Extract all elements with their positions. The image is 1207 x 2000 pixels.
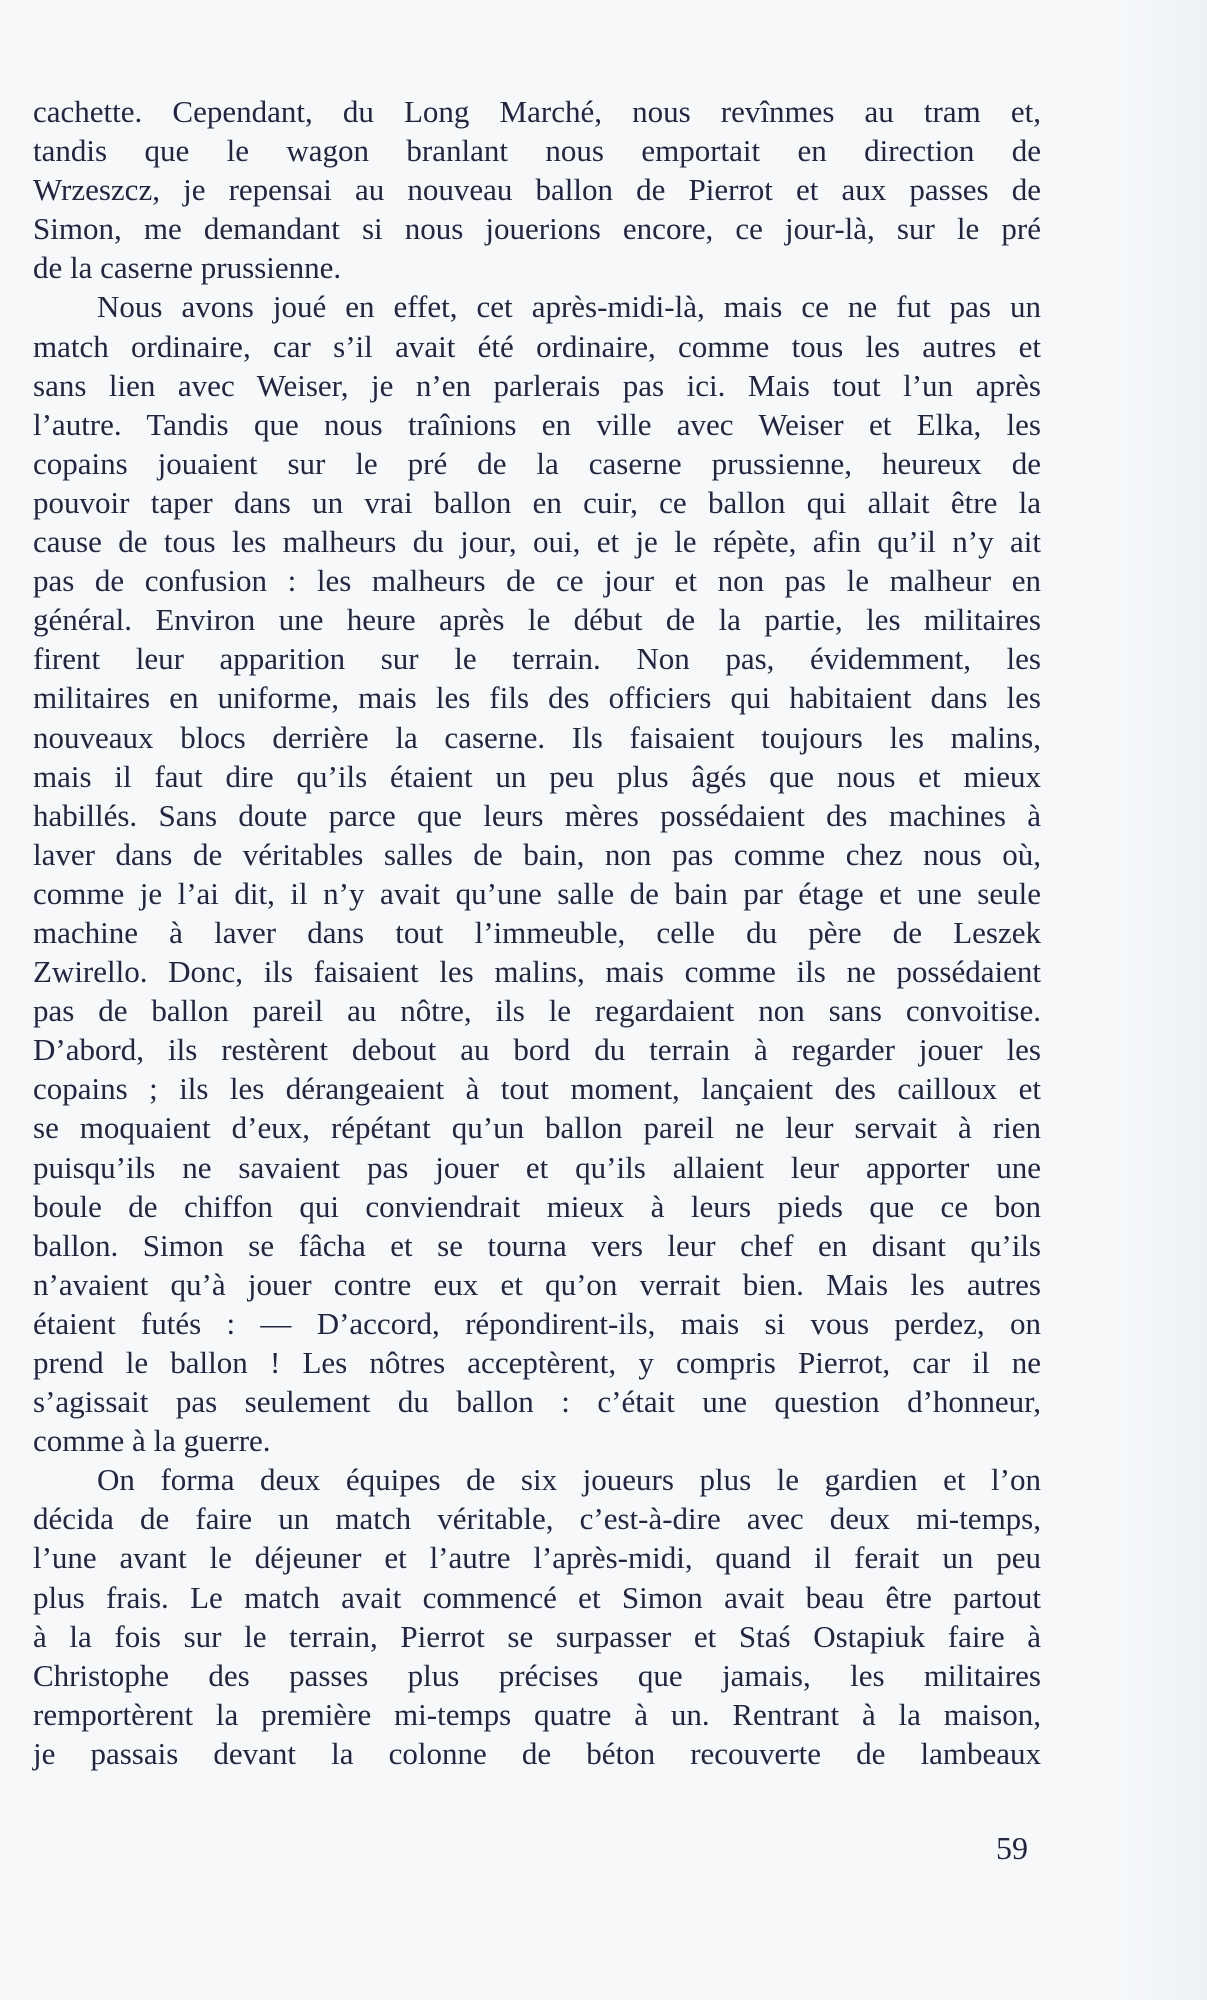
text-line: laver dans de véritables salles de bain, non pas comme chez nous où, [33,836,1041,872]
text-line: général. Environ une heure après le début de la partie, les militaires [33,602,1041,638]
text-line: match ordinaire, car s’il avait été ordinaire, comme tous les autres et [33,328,1041,364]
text-line: D’abord, ils restèrent debout au bord du terrain à regarder jouer les [33,1032,1041,1068]
page-edge-shadow [1117,0,1207,2000]
text-line: cachette. Cependant, du Long Marché, nous revînmes au tram et, [33,94,1041,129]
text-line: plus frais. Le match avait commencé et Simon avait beau être partout [33,1579,1041,1615]
text-line: étaient futés : — D’accord, répondirent-ils, mais si vous perdez, on [33,1305,1041,1341]
text-line: Simon, me demandant si nous jouerions encore, ce jour-là, sur le pré [33,211,1041,247]
text-line: pouvoir taper dans un vrai ballon en cuir, ce ballon qui allait être la [33,484,1041,520]
text-line: comme je l’ai dit, il n’y avait qu’une salle de bain par étage et une seule [33,875,1041,911]
text-line: militaires en uniforme, mais les fils des officiers qui habitaient dans les [33,680,1041,716]
text-line: décida de faire un match véritable, c’est-à-dire avec deux mi-temps, [33,1501,1041,1537]
paragraph [33,287,1041,1460]
text-line: comme à la guerre. [33,1423,271,1459]
text-line: cause de tous les malheurs du jour, oui, et je le répète, afin qu’il n’y ait [33,524,1041,560]
text-line: n’avaient qu’à jouer contre eux et qu’on verrait bien. Mais les autres [33,1266,1041,1302]
text-line: Christophe des passes plus précises que jamais, les militaires [33,1657,1041,1693]
text-line: Zwirello. Donc, ils faisaient les malins, mais comme ils ne possédaient [33,954,1041,990]
text-line: s’agissait pas seulement du ballon : c’était une question d’honneur, [33,1384,1041,1420]
paragraph [33,92,1041,287]
text-line: remportèrent la première mi-temps quatre à un. Rentrant à la maison, [33,1696,1041,1732]
text-line: On forma deux équipes de six joueurs plus le gardien et l’on [97,1462,1041,1498]
text-line: à la fois sur le terrain, Pierrot se surpasser et Staś Ostapiuk faire à [33,1618,1041,1654]
text-line: je passais devant la colonne de béton recouverte de lambeaux [33,1735,1041,1771]
text-line: pas de ballon pareil au nôtre, ils le regardaient non sans convoitise. [33,993,1041,1029]
text-line: se moquaient d’eux, répétant qu’un ballon pareil ne leur servait à rien [33,1110,1041,1146]
text-line: sans lien avec Weiser, je n’en parlerais pas ici. Mais tout l’un après [33,367,1041,403]
body-text [33,92,1041,1773]
text-line: de la caserne prussienne. [33,250,342,286]
text-line: Nous avons joué en effet, cet après-midi-là, mais ce ne fut pas un [97,289,1041,325]
text-line: prend le ballon ! Les nôtres acceptèrent, y compris Pierrot, car il ne [33,1345,1041,1380]
page-number: 59 [996,1830,1028,1866]
text-line: mais il faut dire qu’ils étaient un peu plus âgés que nous et mieux [33,758,1041,794]
text-line: pas de confusion : les malheurs de ce jour et non pas le malheur en [33,563,1041,599]
text-line: Wrzeszcz, je repensai au nouveau ballon de Pierrot et aux passes de [33,172,1041,208]
text-line: copains ; ils les dérangeaient à tout moment, lançaient des cailloux et [33,1071,1041,1107]
text-line: puisqu’ils ne savaient pas jouer et qu’ils allaient leur apporter une [33,1149,1041,1185]
text-line: l’une avant le déjeuner et l’autre l’après-midi, quand il ferait un peu [33,1540,1041,1576]
text-line: nouveaux blocs derrière la caserne. Ils faisaient toujours les malins, [33,719,1041,755]
text-line: firent leur apparition sur le terrain. Non pas, évidemment, les [33,641,1041,677]
text-line: machine à laver dans tout l’immeuble, celle du père de Leszek [33,914,1041,950]
paragraph [33,1460,1041,1773]
text-line: ballon. Simon se fâcha et se tourna vers leur chef en disant qu’ils [33,1227,1041,1263]
text-line: boule de chiffon qui conviendrait mieux à leurs pieds que ce bon [33,1188,1041,1224]
text-line: copains jouaient sur le pré de la caserne prussienne, heureux de [33,445,1041,481]
text-line: habillés. Sans doute parce que leurs mères possédaient des machines à [33,797,1041,833]
text-line: l’autre. Tandis que nous traînions en ville avec Weiser et Elka, les [33,406,1041,442]
text-line: tandis que le wagon branlant nous emportait en direction de [33,133,1041,169]
